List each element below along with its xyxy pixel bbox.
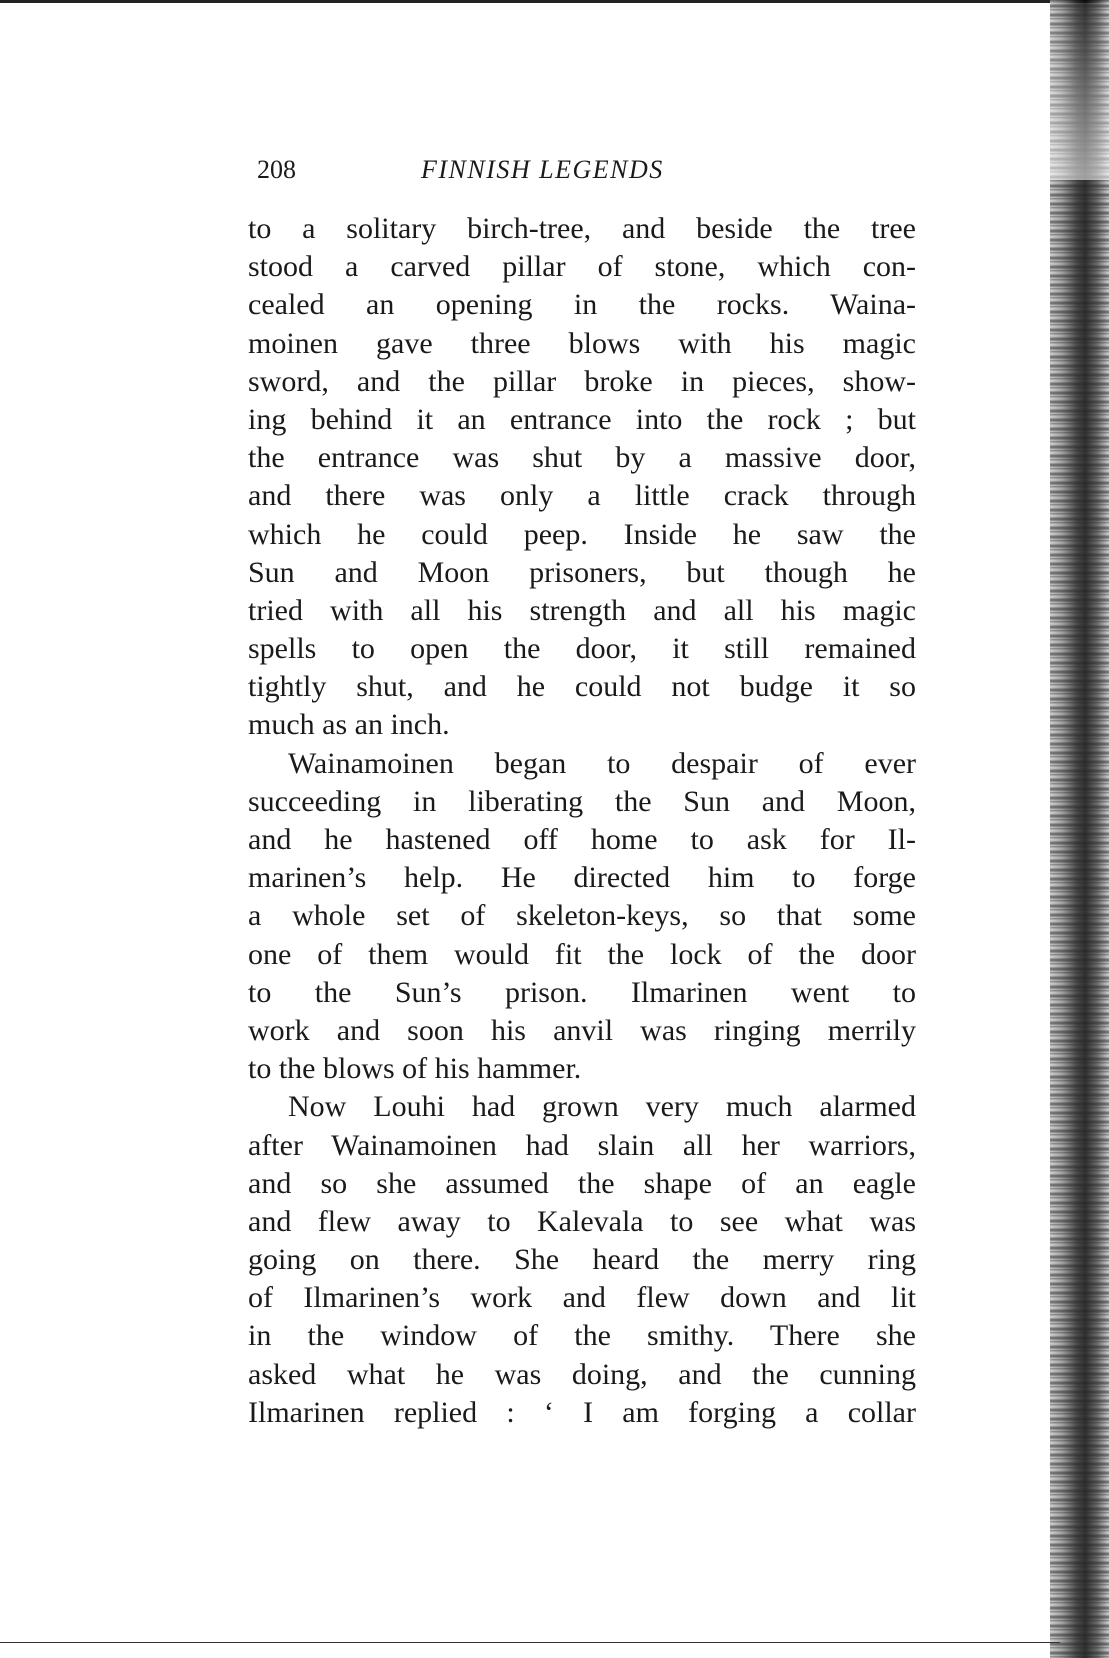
text-line: work and soon his anvil was ringing merrily (248, 1013, 916, 1047)
text-line: Ilmarinen replied : ‘ I am forging a collar (248, 1395, 916, 1429)
text-line: tightly shut, and he could not budge it so (248, 670, 916, 704)
text-line: to the blows of his hammer. (248, 1052, 582, 1086)
text-line: of Ilmarinen’s work and flew down and lit (248, 1281, 916, 1315)
text-line: going on there. She heard the merry ring (248, 1243, 916, 1277)
text-line: a whole set of skeleton-keys, so that some (248, 899, 916, 933)
body-text (248, 210, 916, 1432)
text-line: and so she assumed the shape of an eagle (248, 1166, 916, 1200)
text-line: in the window of the smithy. There she (248, 1319, 916, 1353)
text-line: stood a carved pillar of stone, which con- (248, 250, 916, 284)
text-line: asked what he was doing, and the cunning (248, 1357, 916, 1391)
text-line: and he hastened off home to ask for Il- (248, 823, 916, 856)
text-line: tried with all his strength and all his magic (248, 593, 916, 627)
page-header (257, 150, 957, 190)
text-line: spells to open the door, it still remained (248, 632, 916, 666)
text-line: ing behind it an entrance into the rock ; but (248, 402, 916, 436)
top-border-rule (0, 0, 1109, 3)
text-line: Now Louhi had grown very much alarmed (288, 1090, 916, 1124)
text-line: succeeding in liberating the Sun and Moon, (248, 784, 916, 818)
text-line: one of them would fit the lock of the door (248, 937, 916, 971)
text-line: sword, and the pillar broke in pieces, show- (248, 364, 916, 398)
text-line: to a solitary birch-tree, and beside the tree (248, 212, 916, 245)
page-number: 208 (257, 155, 296, 184)
text-line: which he could peep. Inside he saw the (248, 517, 916, 551)
text-line: much as an inch. (248, 708, 450, 742)
text-line: cealed an opening in the rocks. Waina- (248, 288, 916, 322)
text-line: Wainamoinen began to despair of ever (288, 746, 916, 780)
text-line: the entrance was shut by a massive door, (248, 441, 916, 475)
text-line: moinen gave three blows with his magic (248, 326, 916, 360)
book-spine-fade (1050, 0, 1109, 180)
text-line: marinen’s help. He directed him to forge (248, 861, 916, 895)
text-line: to the Sun’s prison. Ilmarinen went to (248, 975, 916, 1009)
text-line: Sun and Moon prisoners, but though he (248, 555, 916, 589)
text-line: after Wainamoinen had slain all her warriors, (248, 1128, 916, 1162)
bottom-border-rule (0, 1642, 1060, 1643)
text-line: and there was only a little crack through (248, 479, 916, 513)
book-spine-shadow (1050, 0, 1109, 1658)
running-title: FINNISH LEGENDS (421, 155, 664, 184)
text-line: and flew away to Kalevala to see what was (248, 1204, 916, 1238)
